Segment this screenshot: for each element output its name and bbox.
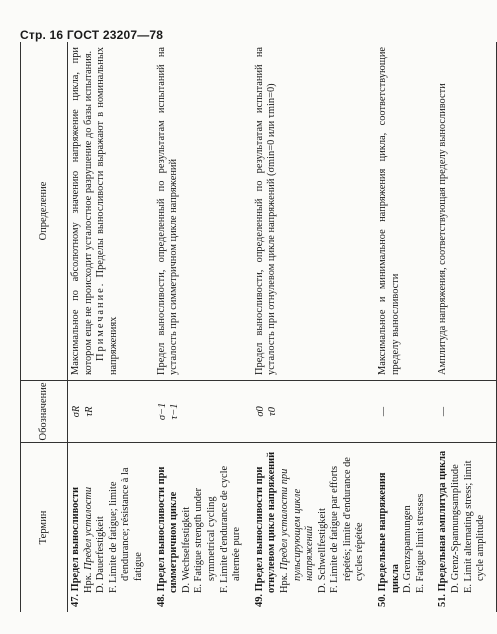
term-translation [329, 448, 367, 593]
language-prefix: F. [329, 585, 341, 593]
rotated-table [20, 42, 487, 612]
term-title [254, 448, 279, 607]
language-prefix: F. [107, 585, 119, 593]
language-prefix: D. [180, 582, 192, 593]
symbol: σ−1 [156, 402, 168, 421]
translation-text: Предел усталости [82, 486, 94, 571]
symbol: σR [71, 405, 82, 418]
translation-text: Limite de fatigue par efforts répétés; limite d'endurance de cycles répétée [329, 457, 366, 583]
term-russian: Предел выносливости [70, 486, 81, 592]
translation-text: Предел усталости при пульсирующем цикле напряжений [278, 468, 316, 581]
term-translation [402, 448, 415, 593]
definition-cell [252, 42, 375, 380]
language-prefix: E. [462, 584, 474, 593]
term-number: 47. [70, 594, 81, 607]
language-prefix: D. [402, 582, 414, 593]
note-label: Примечание. [95, 281, 107, 361]
term-translation [317, 448, 330, 593]
term-title [377, 448, 402, 607]
translation-text: Grenz-Spannungsamplitude [450, 464, 462, 581]
symbol-cell [252, 380, 375, 442]
translation-text: Fatigue strength under symmetrical cycling [193, 487, 217, 582]
term-translation [219, 448, 244, 593]
language-prefix: D. [316, 582, 328, 593]
term-translation [279, 448, 317, 593]
term-cell [375, 442, 435, 612]
language-prefix: F. [218, 585, 230, 593]
page-header: Стр. 16 ГОСТ 23207—78 [20, 28, 164, 42]
symbol-cell [435, 380, 495, 442]
term-cell [435, 442, 495, 612]
symbol: σ0 [254, 406, 266, 417]
terms-table [20, 42, 497, 612]
term-title [437, 448, 450, 607]
note [95, 47, 120, 375]
translation-text: Limite de fatigue; limite d'endurance; résistance à la fatigue [107, 467, 144, 583]
symbol-cell [68, 380, 154, 442]
definition-text: Максимальное по абсолютному значению напряжение цикла, при котором еще не происходит усталостное разрушение до базы испытания. [70, 47, 94, 375]
symbol: — [378, 406, 390, 417]
symbol: — [438, 406, 450, 417]
translation-text: Grenzspannungen [402, 505, 414, 581]
term-number: 49. [253, 594, 265, 607]
symbol-cell [154, 380, 252, 442]
symbol: τR [83, 406, 95, 417]
symbol: τ0 [267, 407, 279, 416]
term-translation [83, 448, 96, 593]
definition-text: Предел выносливости, определенный по результатам испытаний на усталость при отнулевом цикле напряжений (σmin=0 или τmin=0) [253, 47, 278, 375]
term-translation [108, 448, 146, 593]
symbol: τ−1 [169, 403, 181, 420]
language-prefix: Нрк. [82, 572, 94, 593]
term-number: 51. [437, 594, 449, 607]
definition-text: Предел выносливости, определенный по результатам испытаний на усталость при симметричном цикле напряжений [155, 47, 180, 375]
note-text: Пределы выносливости выражают в номинальных напряжениях [95, 47, 119, 375]
symbol-cell [375, 380, 435, 442]
column-header-definition: Определение [21, 42, 68, 380]
term-translation [95, 448, 108, 593]
language-prefix: E. [193, 584, 205, 593]
term-translation [181, 448, 194, 593]
term-cell [154, 442, 252, 612]
term-title [70, 448, 83, 607]
column-header-term: Термин [21, 442, 68, 612]
term-translation [463, 448, 488, 593]
language-prefix: D. [450, 582, 462, 593]
definition-text: Максимальное и минимальное напряжения цикла, соответствующие пределу выносливости [377, 47, 401, 375]
translation-text: Limite d'endurance de cycle alternée pure [218, 465, 243, 583]
translation-text: Wechselfestigkeit [180, 506, 192, 581]
term-translation [193, 448, 218, 593]
term-cell [68, 442, 154, 612]
definition-cell [375, 42, 435, 380]
term-number: 50. [377, 594, 389, 607]
definition-cell [68, 42, 154, 380]
column-header-symbol: Обозначение [21, 380, 68, 442]
translation-text: Dauerfestigkeit [95, 516, 107, 581]
term-russian: Предел выносливости при отнулевом цикле напряжений [253, 451, 278, 593]
language-prefix: E. [414, 584, 426, 593]
term-translation [415, 448, 428, 593]
term-cell [252, 442, 375, 612]
language-prefix: D. [95, 582, 107, 593]
term-number: 48. [155, 594, 167, 607]
translation-text: Schwellfestigkeit [316, 508, 328, 581]
definition-cell [435, 42, 495, 380]
language-prefix: Нрк. [278, 572, 290, 593]
term-title [156, 448, 181, 607]
definition-cell [154, 42, 252, 380]
translation-text: Fatigue limit stresses [414, 493, 426, 582]
term-russian: Предел выносливости при симметричном цикле [155, 466, 180, 593]
term-russian: Предельные напряжения цикла [377, 472, 401, 593]
term-russian: Предельная амплитуда цикла [437, 450, 449, 592]
definition-text: Амплитуда напряжения, соответствующая пределу выносливости [437, 83, 449, 375]
term-translation [450, 448, 463, 593]
translation-text: Limit alternating stress; limit cycle amplitude [462, 460, 487, 582]
